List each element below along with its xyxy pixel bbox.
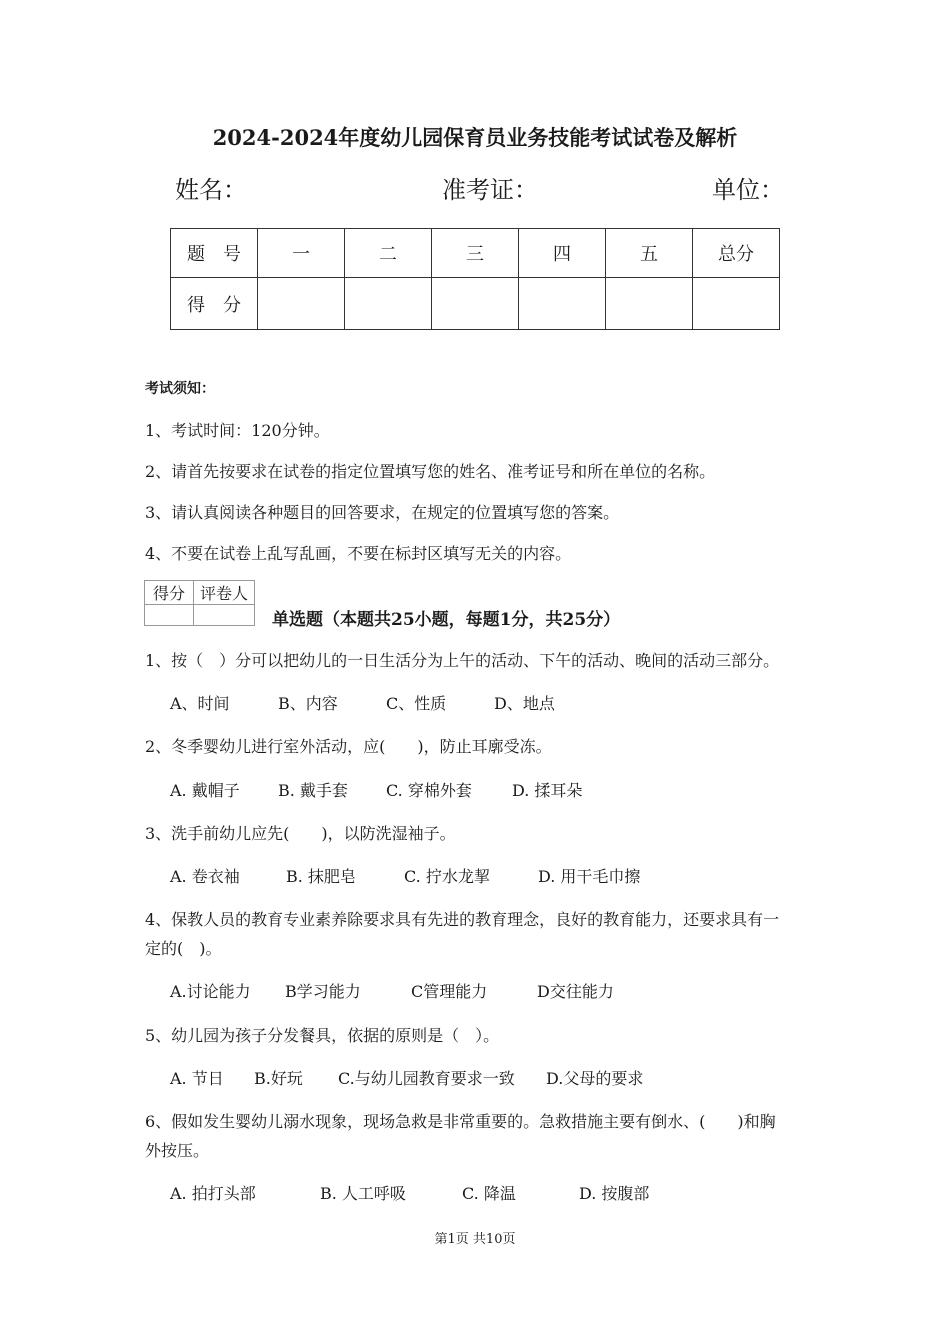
question-text: 定的( )。 bbox=[145, 939, 222, 958]
question-options bbox=[170, 691, 555, 714]
grader-score-input[interactable] bbox=[145, 605, 194, 626]
option[interactable]: A.讨论能力 bbox=[170, 982, 251, 1001]
option[interactable]: D交往能力 bbox=[537, 982, 614, 1001]
option[interactable]: B. 戴手套 bbox=[278, 781, 348, 800]
option[interactable]: C.与幼儿园教育要求一致 bbox=[338, 1069, 515, 1088]
section-title: 单选题（本题共25小题，每题1分，共25分） bbox=[272, 610, 621, 630]
exam-id-label: 准考证： bbox=[442, 176, 538, 204]
score-cell: 题 号 bbox=[171, 229, 258, 278]
grader-reviewer-input[interactable] bbox=[194, 605, 255, 626]
notice-item: 2、请首先按要求在试卷的指定位置填写您的姓名、准考证号和所在单位的名称。 bbox=[145, 462, 716, 481]
option[interactable]: C. 降温 bbox=[462, 1184, 516, 1203]
score-cell: 五 bbox=[606, 229, 693, 278]
score-input-cell[interactable] bbox=[258, 278, 345, 330]
score-input-cell[interactable] bbox=[693, 278, 780, 330]
score-table-score-row bbox=[171, 278, 780, 330]
grader-score-label: 得分 bbox=[145, 581, 194, 605]
question-options bbox=[170, 864, 640, 887]
option[interactable]: A. 拍打头部 bbox=[170, 1184, 256, 1203]
question-options bbox=[170, 1066, 643, 1089]
notice-item: 1、考试时间：120分钟。 bbox=[145, 421, 330, 440]
score-cell: 三 bbox=[432, 229, 519, 278]
option[interactable]: B. 人工呼吸 bbox=[320, 1184, 406, 1203]
name-label: 姓名： bbox=[175, 176, 247, 204]
option[interactable]: D.父母的要求 bbox=[546, 1069, 644, 1088]
page-footer: 第1页 共10页 bbox=[434, 1232, 516, 1247]
option[interactable]: C管理能力 bbox=[411, 982, 488, 1001]
score-cell: 总分 bbox=[693, 229, 780, 278]
option[interactable]: C、性质 bbox=[386, 694, 447, 713]
question-text: 5、幼儿园为孩子分发餐具，依据的原则是（ ）。 bbox=[145, 1026, 500, 1045]
option[interactable]: A. 戴帽子 bbox=[170, 781, 240, 800]
option[interactable]: A. 卷衣袖 bbox=[170, 867, 240, 886]
notice-item: 3、请认真阅读各种题目的回答要求，在规定的位置填写您的答案。 bbox=[145, 503, 620, 522]
option[interactable]: B.好玩 bbox=[254, 1069, 303, 1088]
notice-heading: 考试须知： bbox=[145, 381, 215, 397]
question-text: 1、按（ ）分可以把幼儿的一日生活分为上午的活动、下午的活动、晚间的活动三部分。 bbox=[145, 651, 780, 670]
question-options bbox=[170, 1181, 649, 1204]
score-cell: 四 bbox=[519, 229, 606, 278]
score-cell: 一 bbox=[258, 229, 345, 278]
option[interactable]: C. 拧水龙挈 bbox=[404, 867, 490, 886]
question-options bbox=[170, 979, 614, 1002]
grader-box bbox=[144, 580, 255, 626]
question-options bbox=[170, 778, 582, 801]
option[interactable]: A、时间 bbox=[170, 694, 230, 713]
score-input-cell[interactable] bbox=[606, 278, 693, 330]
option[interactable]: A. 节日 bbox=[170, 1069, 224, 1088]
question-text: 4、保教人员的教育专业素养除要求具有先进的教育理念，良好的教育能力，还要求具有一 bbox=[145, 910, 780, 929]
question-text: 6、假如发生婴幼儿溺水现象，现场急救是非常重要的。急救措施主要有倒水、( )和胸 bbox=[145, 1112, 776, 1131]
question-text: 2、冬季婴幼儿进行室外活动，应( )，防止耳廓受冻。 bbox=[145, 737, 552, 756]
option[interactable]: B学习能力 bbox=[285, 982, 361, 1001]
page-title: 2024-2024年度幼儿园保育员业务技能考试试卷及解析 bbox=[212, 125, 738, 150]
option[interactable]: D. 按腹部 bbox=[579, 1184, 650, 1203]
score-input-cell[interactable] bbox=[519, 278, 606, 330]
question-text: 3、洗手前幼儿应先( )，以防洗湿袖子。 bbox=[145, 824, 456, 843]
score-cell: 二 bbox=[345, 229, 432, 278]
question-text: 外按压。 bbox=[145, 1141, 210, 1160]
grader-reviewer-label: 评卷人 bbox=[194, 581, 255, 605]
score-input-cell[interactable] bbox=[432, 278, 519, 330]
option[interactable]: C. 穿棉外套 bbox=[386, 781, 472, 800]
score-cell: 得 分 bbox=[171, 278, 258, 330]
score-input-cell[interactable] bbox=[345, 278, 432, 330]
option[interactable]: D. 用干毛巾擦 bbox=[538, 867, 641, 886]
unit-label: 单位： bbox=[712, 176, 784, 204]
notice-item: 4、不要在试卷上乱写乱画，不要在标封区填写无关的内容。 bbox=[145, 544, 572, 563]
option[interactable]: B. 抹肥皂 bbox=[286, 867, 356, 886]
option[interactable]: D、地点 bbox=[494, 694, 555, 713]
option[interactable]: D. 揉耳朵 bbox=[512, 781, 583, 800]
score-table bbox=[170, 228, 780, 330]
score-table-header-row bbox=[171, 229, 780, 278]
option[interactable]: B、内容 bbox=[278, 694, 338, 713]
